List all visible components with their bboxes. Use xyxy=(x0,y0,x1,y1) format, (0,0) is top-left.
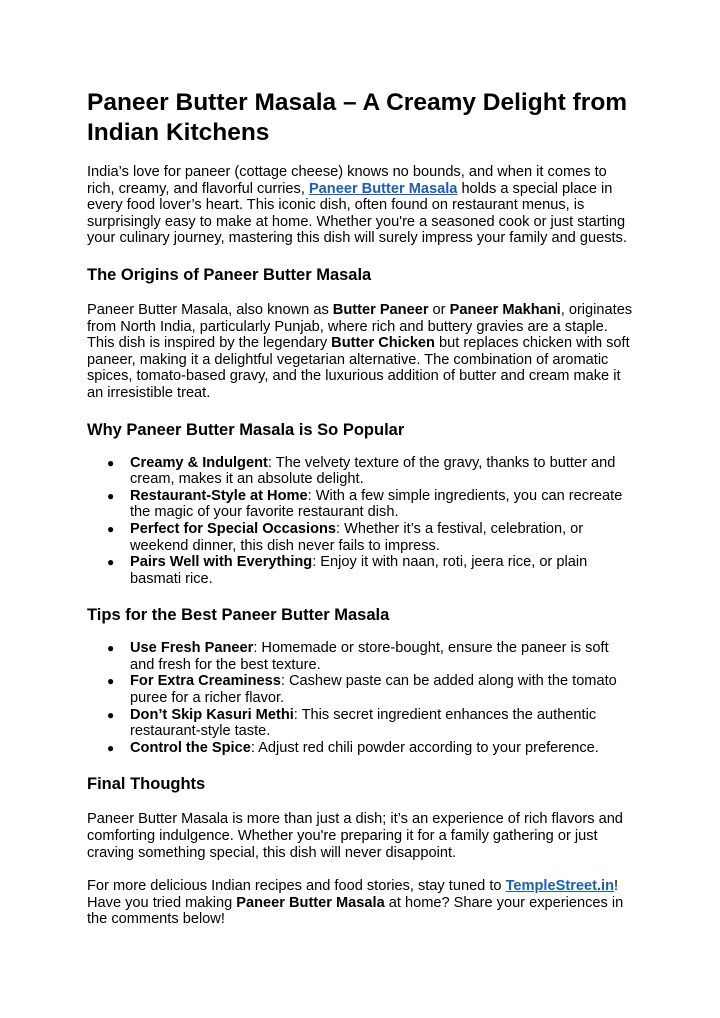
bullet-icon: ● xyxy=(107,641,115,656)
cta-bold: Paneer Butter Masala xyxy=(236,894,385,911)
bullet-icon: ● xyxy=(107,521,115,536)
bullet-icon: ● xyxy=(107,674,115,689)
tips-heading: Tips for the Best Paneer Butter Masala xyxy=(87,606,390,625)
origins-text-3: , originates from North India, particularly Punjab, where rich and buttery gravies are a staple. This dish is inspired by the legendary xyxy=(87,301,633,352)
origins-bold-1: Butter Paneer xyxy=(332,301,429,318)
templestreet-link[interactable]: TempleStreet.in xyxy=(505,878,614,895)
list-item-text: : Homemade or store-bought, ensure the paneer is soft and fresh for the best texture. xyxy=(130,640,609,673)
bullet-icon: ● xyxy=(107,555,115,570)
origins-text-1: Paneer Butter Masala, also known as xyxy=(87,301,333,318)
list-item-bold: Creamy & Indulgent xyxy=(130,454,268,471)
bullet-icon: ● xyxy=(107,488,115,503)
list-item xyxy=(87,488,635,521)
final-heading: Final Thoughts xyxy=(87,775,206,794)
list-item-bold: Don’t Skip Kasuri Methi xyxy=(130,706,294,723)
origins-heading: The Origins of Paneer Butter Masala xyxy=(87,265,372,284)
list-item-bold: Control the Spice xyxy=(130,739,251,756)
list-item xyxy=(87,673,635,706)
bullet-icon: ● xyxy=(107,455,115,470)
list-item-text: : The velvety texture of the gravy, thanks to butter and cream, makes it an absolute delight. xyxy=(130,454,616,488)
list-item-bold: Perfect for Special Occasions xyxy=(130,520,337,537)
list-item-text: : Adjust red chili powder according to your preference. xyxy=(250,739,599,756)
origins-bold-2: Paneer Makhani xyxy=(449,301,561,318)
cta-paragraph xyxy=(87,878,635,928)
origins-bold-3: Butter Chicken xyxy=(331,335,435,352)
list-item xyxy=(87,554,635,587)
list-item-bold: Pairs Well with Everything xyxy=(130,554,313,571)
list-item xyxy=(87,521,635,554)
paneer-butter-masala-link[interactable]: Paneer Butter Masala xyxy=(308,180,458,197)
intro-text-1: India’s love for paneer (cottage cheese) knows no bounds, and when it comes to rich, creamy, and flavorful curries, xyxy=(87,164,607,197)
cta-text-1: For more delicious Indian recipes and food stories, stay tuned to xyxy=(87,878,506,895)
cta-text-3: at home? Share your experiences in the comments below! xyxy=(87,894,624,928)
bullet-icon: ● xyxy=(107,740,115,755)
list-item-text: : Cashew paste can be added along with the tomato puree for a richer flavor. xyxy=(130,673,617,707)
intro-paragraph xyxy=(87,164,635,247)
origins-text-4: but replaces chicken with soft paneer, making it a delightful vegetarian alternative. The combination of aromatic spices, tomato-based gravy, and the luxurious addition of butter and cream make it an irresistible treat. xyxy=(87,335,630,401)
tips-list xyxy=(87,640,635,756)
page-title: Paneer Butter Masala – A Creamy Delight from Indian Kitchens xyxy=(87,89,628,146)
list-item-text: : This secret ingredient enhances the authentic restaurant-style taste. xyxy=(130,706,597,740)
list-item-text: : Enjoy it with naan, roti, jeera rice, or plain basmati rice. xyxy=(130,554,588,587)
intro-text-2: holds a special place in every food lover’s heart. This iconic dish, often found on restaurant menus, is surprisingly easy to make at home. Whether you're a seasoned cook or just starting your culinary journey, mastering this dish will surely impress your family and guests. xyxy=(87,180,627,247)
origins-text-2: or xyxy=(428,301,450,318)
bullet-icon: ● xyxy=(107,707,115,722)
list-item-bold: Restaurant-Style at Home xyxy=(130,487,308,504)
list-item-bold: Use Fresh Paneer xyxy=(130,640,254,657)
list-item-text: : With a few simple ingredients, you can recreate the magic of your favorite restaurant dish. xyxy=(130,487,623,521)
popular-list xyxy=(87,455,635,588)
origins-paragraph xyxy=(87,302,635,402)
list-item-bold: For Extra Creaminess xyxy=(130,673,281,690)
list-item xyxy=(87,640,635,673)
list-item xyxy=(87,707,635,740)
list-item xyxy=(87,455,635,488)
list-item-text: : Whether it’s a festival, celebration, or weekend dinner, this dish never fails to impress. xyxy=(130,520,584,554)
cta-text-2: ! Have you tried making xyxy=(87,878,619,911)
popular-heading: Why Paneer Butter Masala is So Popular xyxy=(87,420,405,439)
document-page xyxy=(87,88,635,928)
final-paragraph: Paneer Butter Masala is more than just a dish; it’s an experience of rich flavors and comforting indulgence. Whether you're preparing it for a family gathering or just craving something special, this dish will never disappoint. xyxy=(87,811,623,861)
list-item xyxy=(87,740,635,757)
